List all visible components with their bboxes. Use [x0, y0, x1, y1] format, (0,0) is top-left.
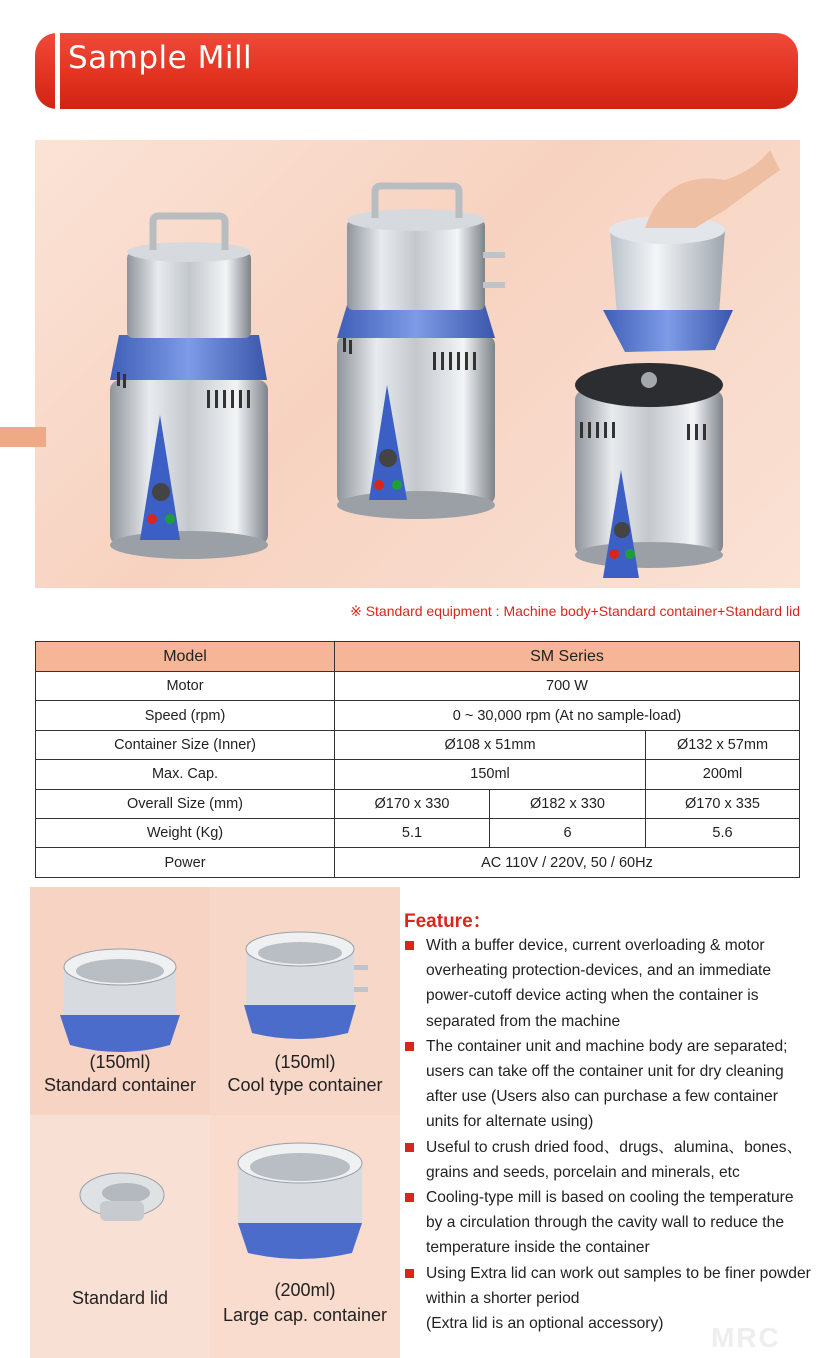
table-row: [36, 701, 800, 730]
standard-lid-image: [30, 1115, 210, 1358]
accessory-large-cap-container: [210, 1115, 400, 1358]
side-tab-marker: [0, 427, 46, 447]
square-bullet-icon: [405, 1042, 414, 1051]
accessory-capacity: (200ml): [274, 1280, 336, 1300]
weight-label: Weight (Kg): [36, 818, 335, 847]
sample-mill-illustration: [35, 140, 800, 588]
container-size-label: Container Size (Inner): [36, 730, 335, 759]
spec-table: [35, 641, 800, 878]
list-item: [404, 1261, 814, 1311]
page-title: Sample Mill: [68, 40, 253, 76]
accessory-name: Standard lid: [71, 1288, 169, 1308]
accessory-capacity: (150ml): [89, 1052, 151, 1072]
list-item: [404, 1135, 814, 1185]
square-bullet-icon: [405, 1193, 414, 1202]
power-label: Power: [36, 848, 335, 877]
motor-value: 700 W: [335, 672, 800, 701]
overall-size-value-3: Ø170 x 335: [646, 789, 800, 818]
feature-text: Useful to crush dried food、drugs、alumina、bones、grains and seeds, porcelain and minerals, etc: [426, 1138, 803, 1181]
overall-size-value-2: Ø182 x 330: [490, 789, 646, 818]
square-bullet-icon: [405, 1143, 414, 1152]
accessory-name: Standard container: [43, 1075, 197, 1095]
table-row: [36, 760, 800, 789]
feature-list: [404, 933, 814, 1336]
feature-note: (Extra lid is an optional accessory): [426, 1315, 664, 1333]
motor-label: Motor: [36, 672, 335, 701]
accessory-name: Cool type container: [227, 1075, 383, 1095]
container-size-value-1: Ø108 x 51mm: [335, 730, 646, 759]
overall-size-label: Overall Size (mm): [36, 789, 335, 818]
feature-text: The container unit and machine body are separated; users can take off the container unit for dry cleaning after use (Users also can purchase a few container units for alternate using): [426, 1037, 788, 1131]
accessory-capacity: (150ml): [274, 1052, 336, 1072]
list-item: [404, 1185, 814, 1261]
mill-container-lifted: [575, 150, 780, 578]
feature-text: Using Extra lid can work out samples to be finer powder within a shorter period: [426, 1264, 811, 1307]
table-row: [36, 730, 800, 759]
accessory-cool-type-container: [210, 887, 400, 1115]
table-row: [36, 672, 800, 701]
feature-text: With a buffer device, current overloading & motor overheating protection-devices, and an immediate power-cutoff device acting when the container is separated from the machine: [426, 937, 771, 1030]
feature-title: Feature：: [404, 911, 492, 932]
standard-equipment-note: ※ Standard equipment : Machine body+Standard container+Standard lid: [350, 603, 800, 619]
watermark-logo: MRC: [711, 1322, 781, 1353]
accessory-standard-lid: [30, 1115, 210, 1358]
weight-value-3: 5.6: [646, 818, 800, 847]
square-bullet-icon: [405, 941, 414, 950]
accessory-name: Large cap. container: [222, 1305, 388, 1325]
table-row: [36, 848, 800, 877]
model-value: SM Series: [335, 642, 800, 672]
table-row: [36, 789, 800, 818]
overall-size-value-1: Ø170 x 330: [335, 789, 490, 818]
list-item: [404, 933, 814, 1034]
max-cap-value-2: 200ml: [646, 760, 800, 789]
accessory-standard-container: [30, 887, 210, 1115]
container-size-value-2: Ø132 x 57mm: [646, 730, 800, 759]
mill-cool-type: [337, 186, 505, 519]
table-row: [36, 642, 800, 672]
power-value: AC 110V / 220V, 50 / 60Hz: [335, 848, 800, 877]
max-cap-label: Max. Cap.: [36, 760, 335, 789]
table-row: [36, 818, 800, 847]
speed-label: Speed (rpm): [36, 701, 335, 730]
speed-value: 0 ~ 30,000 rpm (At no sample-load): [335, 701, 800, 730]
list-item: [404, 1034, 814, 1135]
model-label: Model: [36, 642, 335, 672]
max-cap-value-1: 150ml: [335, 760, 646, 789]
weight-value-2: 6: [490, 818, 646, 847]
square-bullet-icon: [405, 1269, 414, 1278]
weight-value-1: 5.1: [335, 818, 490, 847]
mill-standard: [110, 216, 268, 559]
product-photo-panel: [35, 140, 800, 588]
feature-text: Cooling-type mill is based on cooling the temperature by a circulation through the cavity wall to reduce the temperature inside the container: [426, 1189, 794, 1257]
banner-divider: [55, 33, 60, 109]
